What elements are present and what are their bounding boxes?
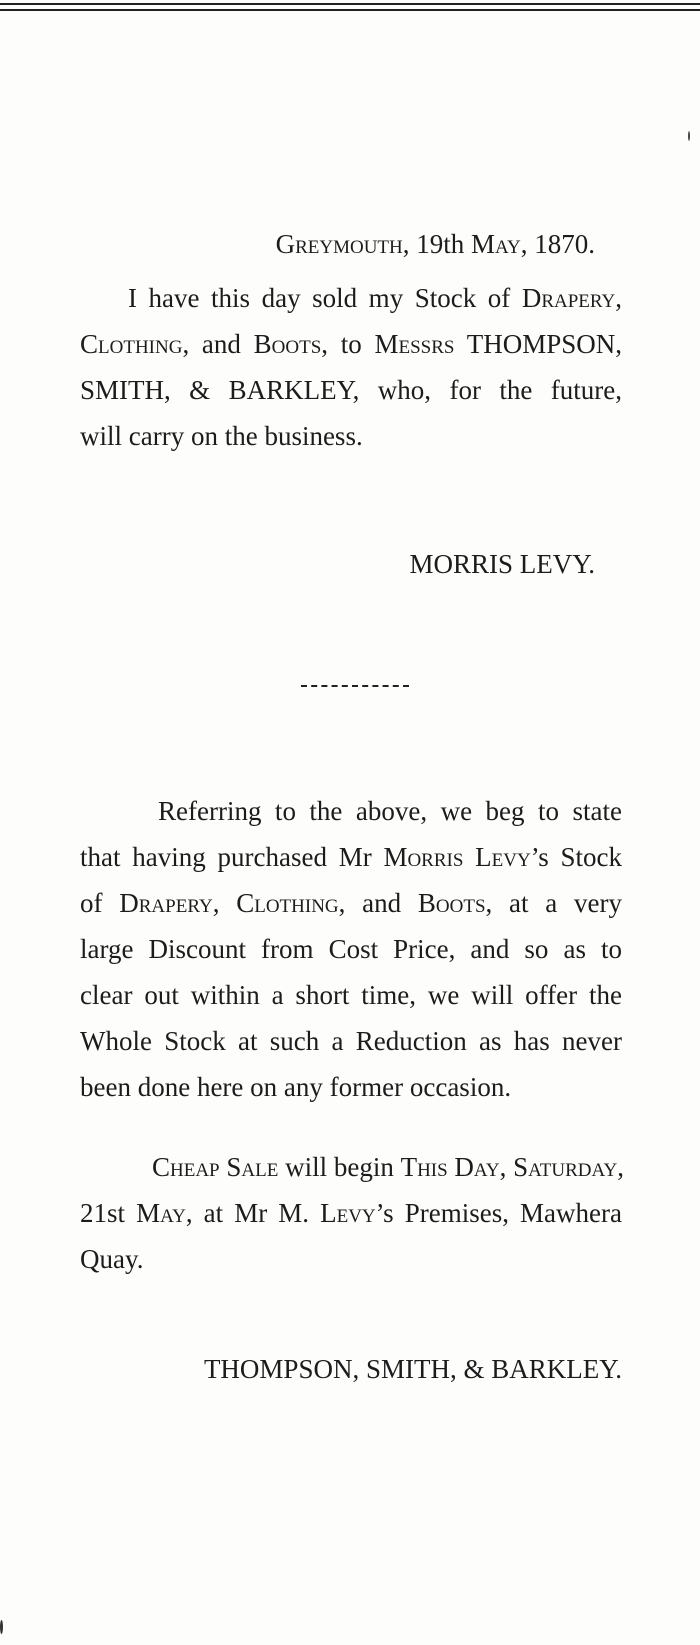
top-rule-thin: [0, 9, 700, 11]
notice1-line-3: SMITH, & BARKLEY, who, for the future,: [80, 375, 622, 405]
notice2-sale-line-1: Cheap Sale will begin This Day, Saturday,: [152, 1152, 624, 1182]
notice2-line-6: Whole Stock at such a Reduction as has never: [80, 1026, 622, 1056]
top-rule: [0, 3, 700, 5]
dateline: Greymouth, 19th May, 1870.: [275, 229, 595, 259]
notice1-line-4: will carry on the business.: [80, 421, 363, 451]
notice2-signature: THOMPSON, SMITH, & BARKLEY.: [203, 1354, 622, 1384]
notice2-line-1: Referring to the above, we beg to state: [158, 796, 622, 826]
notice2-sale-line-3: Quay.: [80, 1244, 144, 1274]
dateline-place: Greymouth: [275, 229, 403, 259]
section-divider: [301, 685, 409, 689]
notice2-line-2: that having purchased Mr Morris Levy’s Stock: [80, 842, 623, 872]
notice1-line-2: Clothing, and Boots, to Messrs THOMPSON,: [80, 329, 623, 359]
margin-mark: [0, 1620, 3, 1634]
notice2-sale-line-2: 21st May, at Mr M. Levy’s Premises, Mawhera: [80, 1198, 623, 1228]
notice1-signature: MORRIS LEVY.: [409, 549, 595, 579]
dateline-month: May: [471, 229, 521, 259]
notice2-line-7: been done here on any former occasion.: [80, 1072, 512, 1102]
notice1-line-1: I have this day sold my Stock of Drapery,: [128, 283, 622, 313]
notice2-line-3: of Drapery, Clothing, and Boots, at a very: [80, 888, 623, 918]
notice2-line-5: clear out within a short time, we will offer the: [80, 980, 622, 1010]
notice2-line-4: large Discount from Cost Price, and so as to: [80, 934, 622, 964]
margin-mark: [688, 131, 690, 141]
